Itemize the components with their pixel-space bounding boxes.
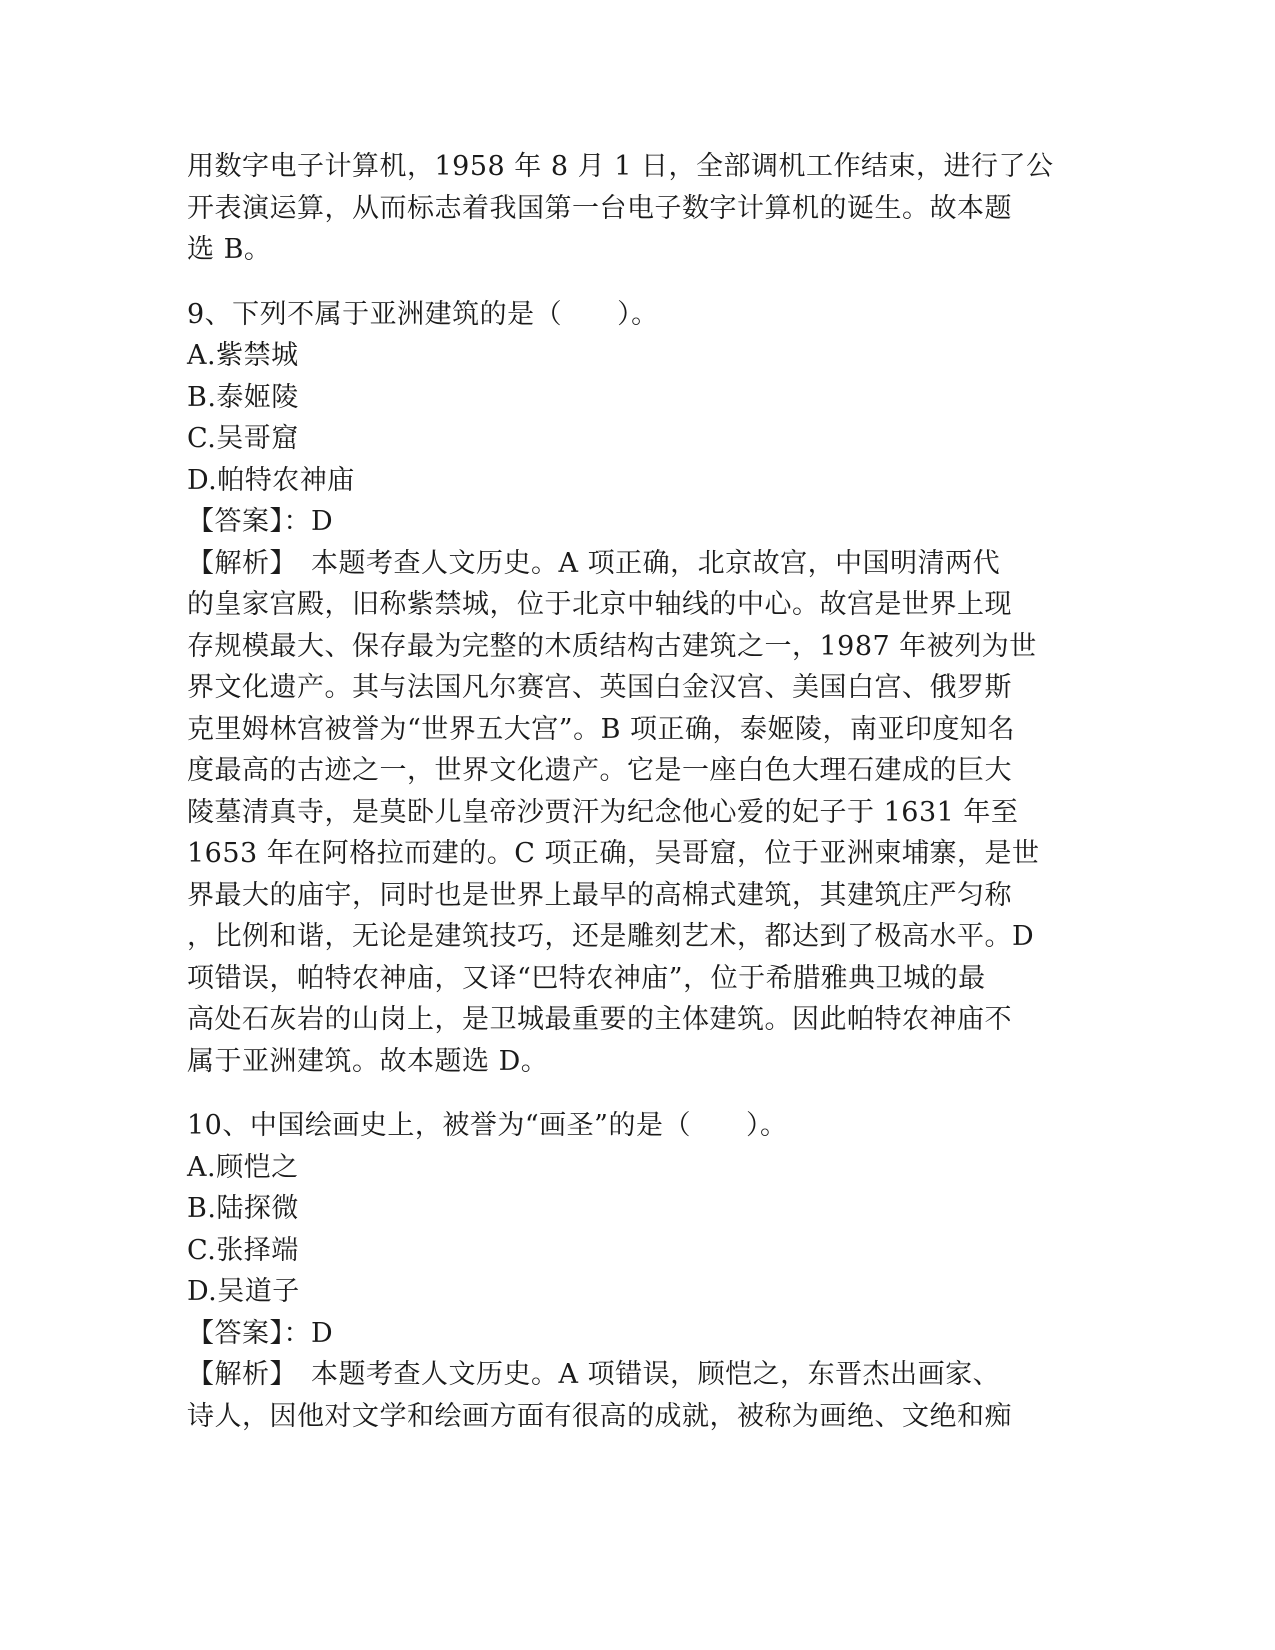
option-d: D.帕特农神庙 (187, 464, 355, 496)
option-d: D.吴道子 (187, 1276, 300, 1307)
analysis-line: ，比例和谐，无论是建筑技巧，还是雕刻艺术，都达到了极高水平。D (187, 921, 1035, 952)
analysis-line: 项错误，帕特农神庙，又译“巴特农神庙”，位于希腊雅典卫城的最 (187, 962, 986, 994)
question-text: 9、下列不属于亚洲建筑的是（ ）。 (187, 298, 659, 330)
text-line: 用数字电子计算机，1958 年 8 月 1 日，全部调机工作结束，进行了公 (187, 151, 1054, 182)
analysis-line: 度最高的古迹之一，世界文化遗产。它是一座白色大理石建成的巨大 (187, 755, 1012, 786)
question-9 (187, 294, 1077, 1083)
answer-text: 【答案】：D (187, 506, 334, 537)
option-c: C.吴哥窟 (187, 423, 299, 454)
option-c: C.张择端 (187, 1234, 299, 1266)
answer-text: 【答案】：D (187, 1317, 334, 1349)
spacer (187, 1082, 1077, 1105)
analysis (187, 543, 1077, 1083)
analysis-line: 高处石灰岩的山岗上，是卫城最重要的主体建筑。因此帕特农神庙不 (187, 1004, 1012, 1035)
option-a: A.顾恺之 (187, 1151, 299, 1183)
analysis-line: 的皇家宫殿，旧称紫禁城，位于北京中轴线的中心。故宫是世界上现 (187, 589, 1012, 620)
analysis-line: 【解析】 本题考查人文历史。A 项错误，顾恺之，东晋杰出画家、 (187, 1359, 1001, 1390)
analysis-line: 【解析】 本题考查人文历史。A 项正确，北京故宫，中国明清两代 (187, 547, 1001, 579)
text-line: 开表演运算，从而标志着我国第一台电子数字计算机的诞生。故本题 (187, 192, 1012, 224)
text-line: 选 B。 (187, 234, 272, 265)
question-text: 10、中国绘画史上，被誉为“画圣”的是（ ）。 (187, 1110, 788, 1141)
previous-analysis-tail (187, 146, 1077, 271)
document-body (187, 146, 1077, 1437)
option-a: A.紫禁城 (187, 340, 299, 371)
analysis-line: 存规模最大、保存最为完整的木质结构古建筑之一，1987 年被列为世 (187, 630, 1037, 662)
analysis (187, 1354, 1077, 1437)
analysis-line: 陵墓清真寺，是莫卧儿皇帝沙贾汗为纪念他心爱的妃子于 1631 年至 (187, 796, 1019, 828)
question-10 (187, 1105, 1077, 1437)
analysis-line: 界文化遗产。其与法国凡尔赛宫、英国白金汉宫、美国白宫、俄罗斯 (187, 672, 1012, 703)
option-b: B.陆探微 (187, 1193, 299, 1224)
analysis-line: 克里姆林宫被誉为“世界五大宫”。B 项正确，泰姬陵，南亚印度知名 (187, 713, 1016, 745)
spacer (187, 271, 1077, 294)
analysis-line: 1653 年在阿格拉而建的。C 项正确，吴哥窟，位于亚洲柬埔寨，是世 (187, 838, 1040, 869)
option-b: B.泰姬陵 (187, 381, 299, 413)
analysis-line: 诗人，因他对文学和绘画方面有很高的成就，被称为画绝、文绝和痴 (187, 1400, 1012, 1432)
analysis-line: 界最大的庙宇，同时也是世界上最早的高棉式建筑，其建筑庄严匀称 (187, 879, 1012, 911)
analysis-line: 属于亚洲建筑。故本题选 D。 (187, 1045, 549, 1077)
